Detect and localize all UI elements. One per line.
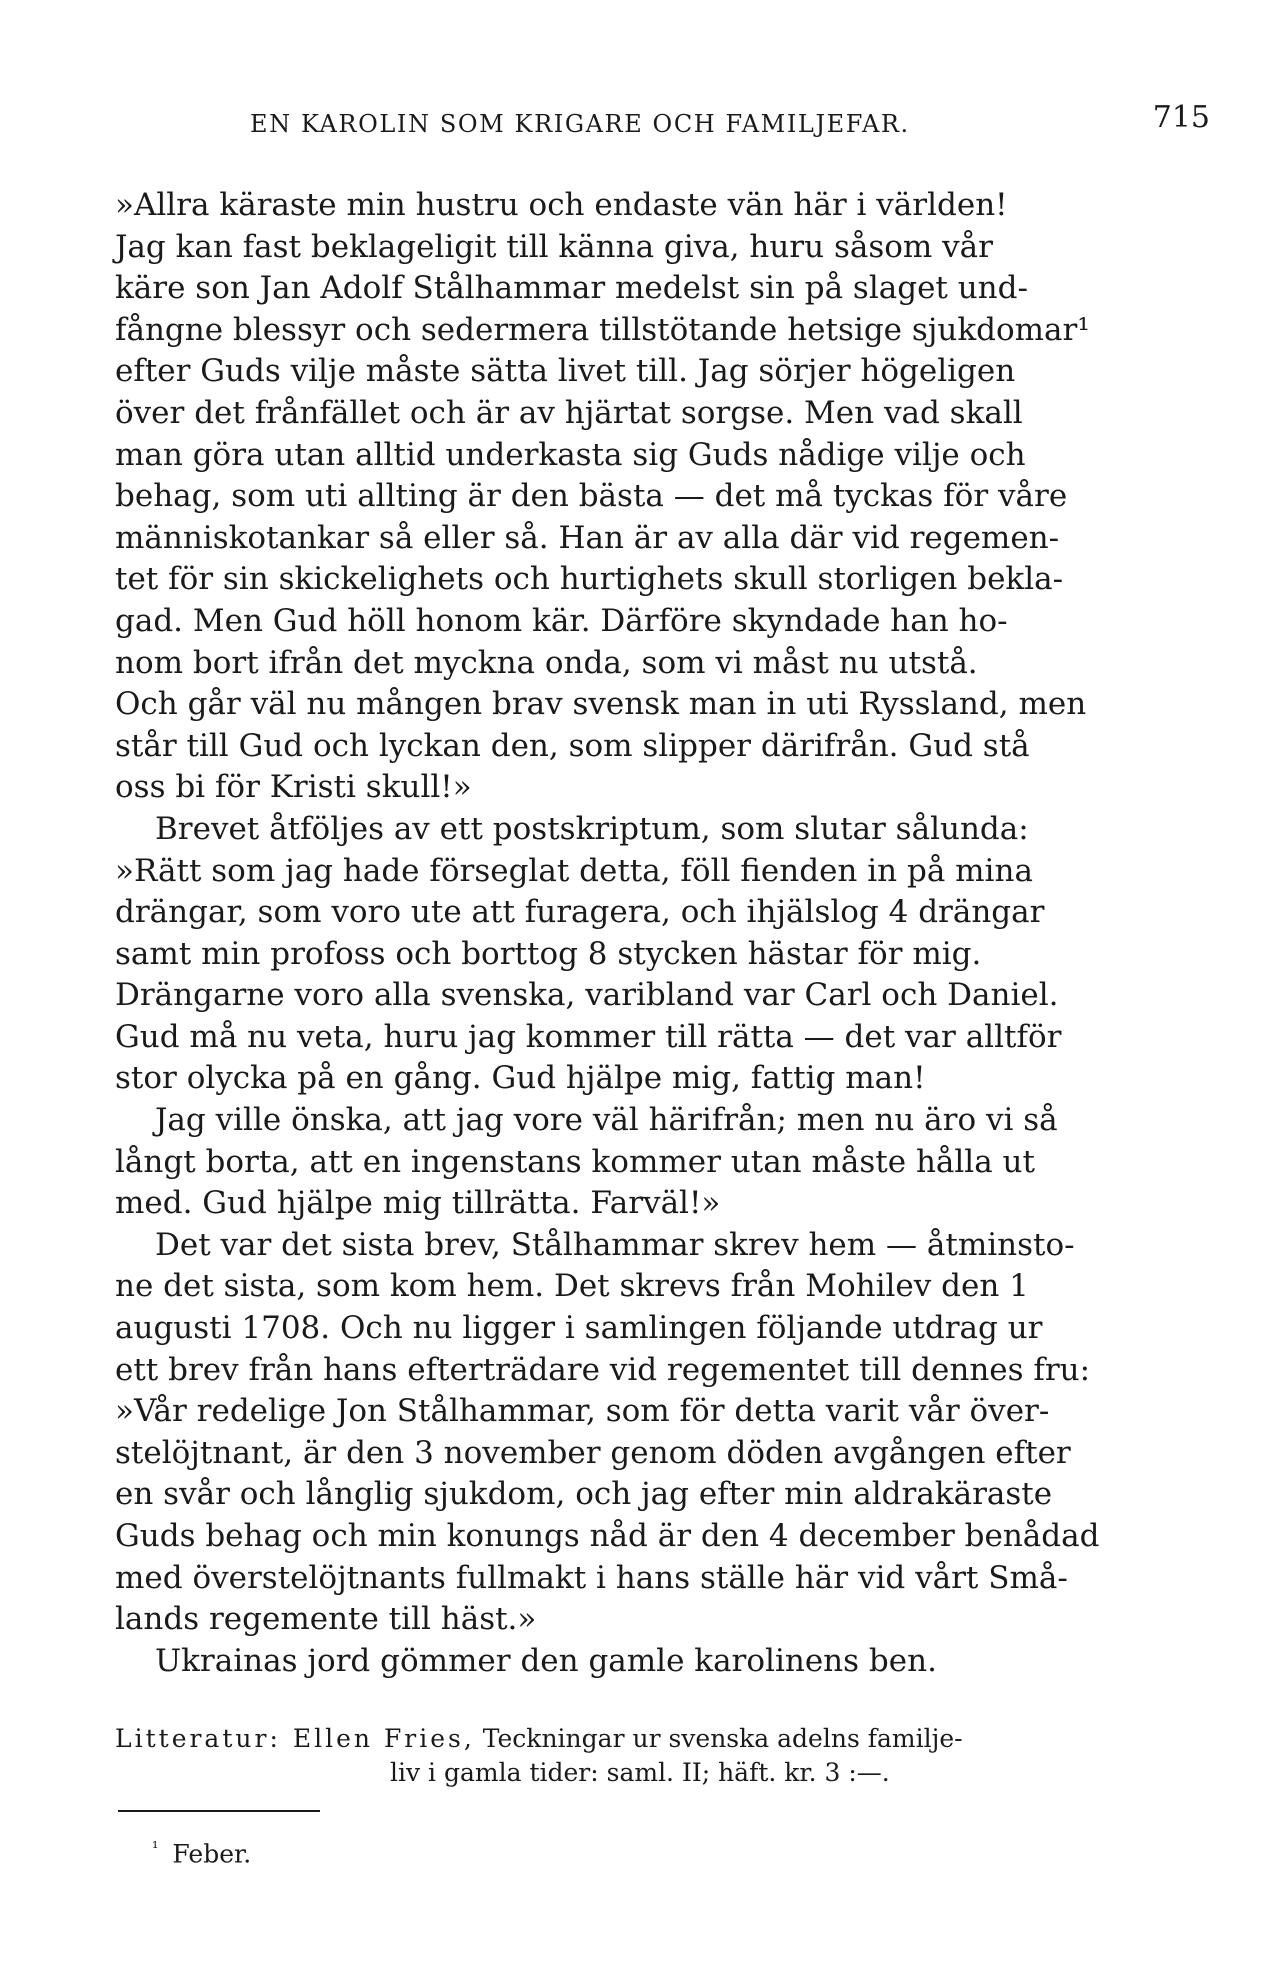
literature-title: Teckningar ur svenska adelns familje- [482, 1724, 963, 1753]
text-line: behag, som uti allting är den bästa — det må tyckas för våre [115, 478, 1068, 515]
text-line: Drängarne voro alla svenska, varibland var Carl och Daniel. [115, 977, 1059, 1014]
text-line: stor olycka på en gång. Gud hjälpe mig, fattig man! [115, 1060, 926, 1097]
text-line: »Allra käraste min hustru och endaste vän här i världen! [115, 187, 1008, 223]
text-line: står till Gud och lyckan den, som slipper därifrån. Gud stå [115, 727, 1030, 764]
body-text [115, 185, 1215, 1682]
text-line: med. Gud hjälpe mig tillrätta. Farväl!» [115, 1185, 721, 1222]
text-line: Ukrainas jord gömmer den gamle karolinens ben. [155, 1642, 937, 1679]
text-line: ett brev från hans efterträdare vid regementet till dennes fru: [115, 1351, 1091, 1388]
text-line: över det frånfället och är av hjärtat sorgse. Men vad skall [115, 394, 1023, 431]
footnote-marker: ¹ [152, 1838, 159, 1857]
text-line: Brevet åtföljes av ett postskriptum, som slutar sålunda: [155, 810, 1029, 847]
text-line: augusti 1708. Och nu ligger i samlingen följande utdrag ur [115, 1310, 1043, 1347]
literature-author: Ellen Fries, [292, 1724, 475, 1753]
running-head [250, 100, 1210, 140]
text-line: människotankar så eller så. Han är av alla där vid regemen- [115, 519, 1060, 556]
text-line: stelöjtnant, är den 3 november genom döden avgången efter [115, 1434, 1071, 1471]
literature-label: Litteratur: [115, 1724, 281, 1753]
text-line: nom bort ifrån det myckna onda, som vi måst nu utstå. [115, 644, 978, 681]
footnote-divider [118, 1810, 320, 1812]
text-line: lands regemente till häst.» [115, 1601, 537, 1638]
text-line: långt borta, att en ingenstans kommer utan måste hålla ut [115, 1143, 1035, 1180]
text-line: Jag kan fast beklageligit till känna giva, huru såsom vår [115, 228, 993, 265]
text-line: Jag ville önska, att jag vore väl härifrån; men nu äro vi så [155, 1102, 1058, 1139]
text-line: käre son Jan Adolf Stålhammar medelst sin på slaget und- [115, 270, 1028, 307]
text-line: ne det sista, som kom hem. Det skrevs från Mohilev den 1 [115, 1268, 1029, 1305]
text-line: man göra utan alltid underkasta sig Guds nådige vilje och [115, 436, 1026, 473]
text-line: drängar, som voro ute att furagera, och ihjälslog 4 drängar [115, 894, 1045, 931]
text-line: tet för sin skickelighets och hurtighets skull storligen bekla- [115, 561, 1064, 598]
text-line: samt min profoss och borttog 8 stycken hästar för mig. [115, 935, 982, 972]
text-line: oss bi för Kristi skull!» [115, 769, 472, 806]
text-line: »Vår redelige Jon Stålhammar, som för detta varit vår över- [115, 1393, 1050, 1430]
text-line: fångne blessyr och sedermera tillstötande hetsige sjukdomar¹ [115, 311, 1090, 348]
text-line: »Rätt som jag hade förseglat detta, föll fienden in på mina [115, 852, 1033, 889]
text-line: Det var det sista brev, Stålhammar skrev hem — åtminsto- [155, 1226, 1075, 1263]
footnote [152, 1838, 251, 1868]
text-line: gad. Men Gud höll honom kär. Därföre skyndade han ho- [115, 602, 1008, 639]
text-line: efter Guds vilje måste sätta livet till. Jag sörjer högeligen [115, 353, 1016, 390]
text-line: Och går väl nu mången brav svensk man in uti Ryssland, men [115, 686, 1087, 723]
text-line: Gud må nu veta, huru jag kommer till rätta — det var alltför [115, 1018, 1062, 1055]
footnote-text: Feber. [172, 1839, 252, 1869]
text-line: med överstelöjtnants fullmakt i hans ställe här vid vårt Små- [115, 1559, 1068, 1596]
text-line: en svår och långlig sjukdom, och jag efter min aldrakäraste [115, 1476, 1053, 1513]
literature-line [115, 1722, 1215, 1756]
running-title: EN KAROLIN SOM KRIGARE OCH FAMILJEFAR. [250, 110, 910, 138]
literature-note [115, 1722, 1215, 1790]
text-line: Guds behag och min konungs nåd är den 4 december benådad [115, 1518, 1100, 1554]
literature-line: liv i gamla tider: saml. II; häft. kr. 3 :—. [390, 1758, 890, 1787]
page-number: 715 [1152, 100, 1210, 135]
